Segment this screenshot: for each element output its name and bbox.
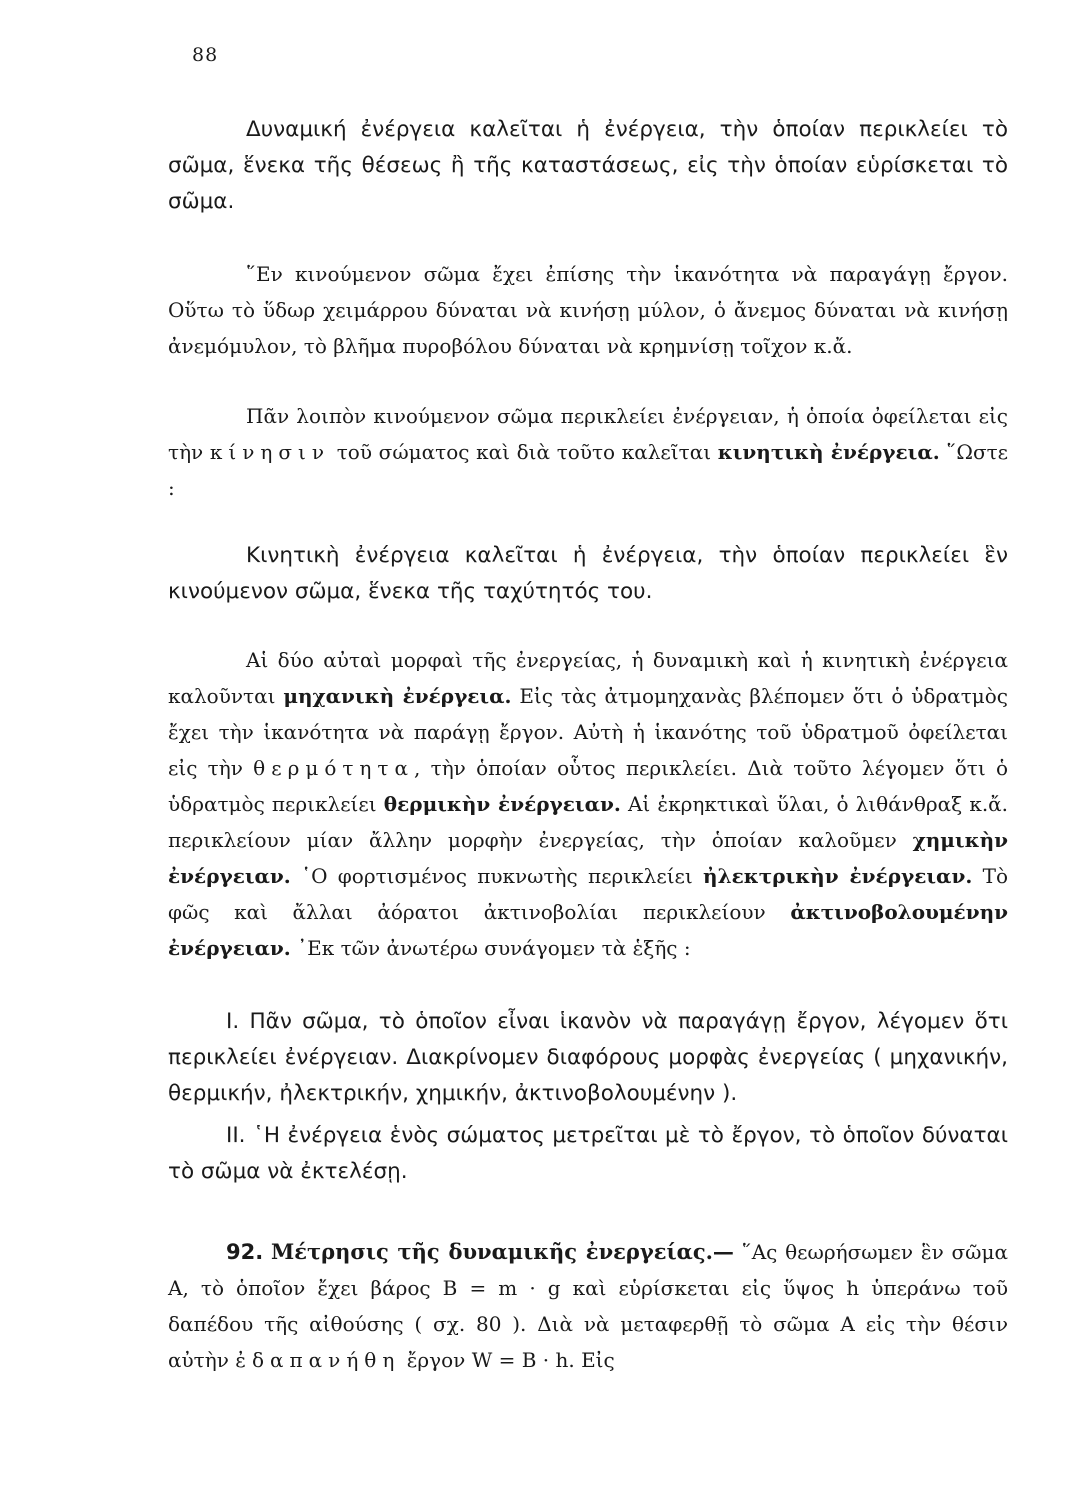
text-span: ῞Ας θεωρήσωμεν ἓν σῶμα Α, τὸ ὁποῖον ἔχει βάρος Β = m · g καὶ εὑρίσκεται εἰς ὕψος h ὑπεράνω τοῦ δαπέδου τῆς αἰθούσης ( σχ. 80 ). Διὰ νὰ μεταφερθῇ τὸ σῶμα Α εἰς τὴν θέσιν αὐτὴν: [168, 1240, 1008, 1372]
text-span: ᾿Εκ τῶν ἀνωτέρω συνάγομεν τὰ ἑξῆς :: [297, 936, 691, 960]
definition-potential-energy: Δυναμική ἐνέργεια καλεῖται ἡ ἐνέργεια, τὴν ὁποίαν περικλείει τὸ σῶμα, ἕνεκα τῆς θέσεως ἢ τῆς καταστάσεως, εἰς τὴν ὁποίαν εὑρίσκεται τὸ σῶμα.: [168, 117, 1008, 214]
text-span: Αἱ δύο αὐταὶ μορφαὶ τῆς ἐνεργείας, ἡ δυναμικὴ καὶ ἡ κινητικὴ ἐνέργεια καλοῦνται: [168, 648, 1008, 708]
term-bold: κινητικὴ ἐνέργεια.: [717, 440, 940, 464]
term-bold: ἠλεκτρικὴν ἐνέργειαν.: [703, 864, 973, 888]
section-92: [168, 1234, 1008, 1378]
text-span: Εἰς τὰς ἀτμομηχανὰς βλέπομεν ὅτι ὁ ὑδρατμὸς ἔχει τὴν ἱκανότητα νὰ παράγῃ ἔργον. Αὐτὴ ἡ ἱκανότης τοῦ ὑδρατμοῦ ὀφείλεται εἰς τὴν: [168, 684, 1008, 780]
text-span: , τὴν ὁποίαν οὗτος περικλείει. Διὰ τοῦτο λέγομεν ὅτι ὁ ὑδρατμὸς περικλείει: [168, 756, 1009, 816]
section-title: Μέτρησις τῆς δυναμικῆς ἐνεργείας.—: [270, 1239, 734, 1264]
definition-kinetic-energy: Κινητικὴ ἐνέργεια καλεῖται ἡ ἐνέργεια, τὴν ὁποίαν περικλείει ἓν κινούμενον σῶμα, ἕνεκα τῆς ταχύτητός του.: [168, 543, 1008, 604]
summary-item-1: [168, 1004, 1008, 1112]
text-span: ἔργον W = B · h. Εἰς: [406, 1348, 615, 1372]
paragraph-kinetic-intro: [168, 398, 1008, 506]
emphasis-spaced: θερμότητα: [253, 756, 414, 780]
emphasis-spaced: κίνησιν: [209, 440, 331, 464]
text-span: τοῦ σώματος καὶ διὰ τοῦτο καλεῖται: [336, 440, 712, 464]
emphasis-spaced: ἐδαπανήθη: [235, 1348, 401, 1372]
roman-numeral: ΙΙ.: [226, 1123, 246, 1148]
page-content: [168, 100, 1008, 1378]
text-span: Αἱ ἐκρηκτικαὶ ὕλαι, ὁ λιθάνθραξ κ.ἄ. περικλείουν μίαν ἄλλην μορφὴν ἐνεργείας, τὴν ὁποίαν καλοῦμεν: [168, 792, 1009, 852]
text-span: ῾Ο φορτισμένος πυκνωτὴς περικλείει: [301, 864, 693, 888]
summary-text: Πᾶν σῶμα, τὸ ὁποῖον εἶναι ἱκανὸν νὰ παραγάγῃ ἔργον, λέγομεν ὅτι περικλείει ἐνέργειαν. Διακρίνομεν διαφόρους μορφὰς ἐνεργείας ( μηχανικήν, θερμικήν, ἠλεκτρικήν, χημικήν, ἀκτινοβολουμένην ).: [168, 1009, 1008, 1106]
text-span: Πᾶν λοιπὸν κινούμενον σῶμα περικλείει ἐνέργειαν, ἡ ὁποία ὀφείλεται εἰς τὴν: [168, 404, 1008, 464]
summary-text: ῾Η ἐνέργεια ἑνὸς σώματος μετρεῖται μὲ τὸ ἔργον, τὸ ὁποῖον δύναται τὸ σῶμα νὰ ἐκτελέσῃ.: [168, 1123, 1008, 1184]
section-number: 92.: [226, 1240, 264, 1264]
term-bold: χημικὴν ἐνέργειαν.: [168, 828, 1008, 888]
term-bold: ἀκτινοβολουμένην ἐνέργειαν.: [168, 900, 1008, 960]
summary-item-2: [168, 1118, 1008, 1190]
term-bold: θερμικὴν ἐνέργειαν.: [383, 792, 621, 816]
term-bold: μηχανικὴ ἐνέργεια.: [283, 684, 512, 708]
text-span: Τὸ φῶς καὶ ἄλλαι ἀόρατοι ἀκτινοβολίαι περικλείουν: [168, 864, 1008, 924]
roman-numeral: Ι.: [226, 1009, 240, 1034]
page-number: 88: [192, 44, 219, 66]
paragraph-moving-body: ῞Εν κινούμενον σῶμα ἔχει ἐπίσης τὴν ἱκανότητα νὰ παραγάγῃ ἔργον. Οὕτω τὸ ὕδωρ χειμάρρου δύναται νὰ κινήσῃ μύλον, ὁ ἄνεμος δύναται νὰ κινήσῃ ἀνεμόμυλον, τὸ βλῆμα πυροβόλου δύναται νὰ κρημνίσῃ τοῖχον κ.ἄ.: [168, 262, 1008, 358]
paragraph-energy-forms: [168, 642, 1008, 966]
text-span: ῞Ωστε :: [168, 440, 1009, 500]
